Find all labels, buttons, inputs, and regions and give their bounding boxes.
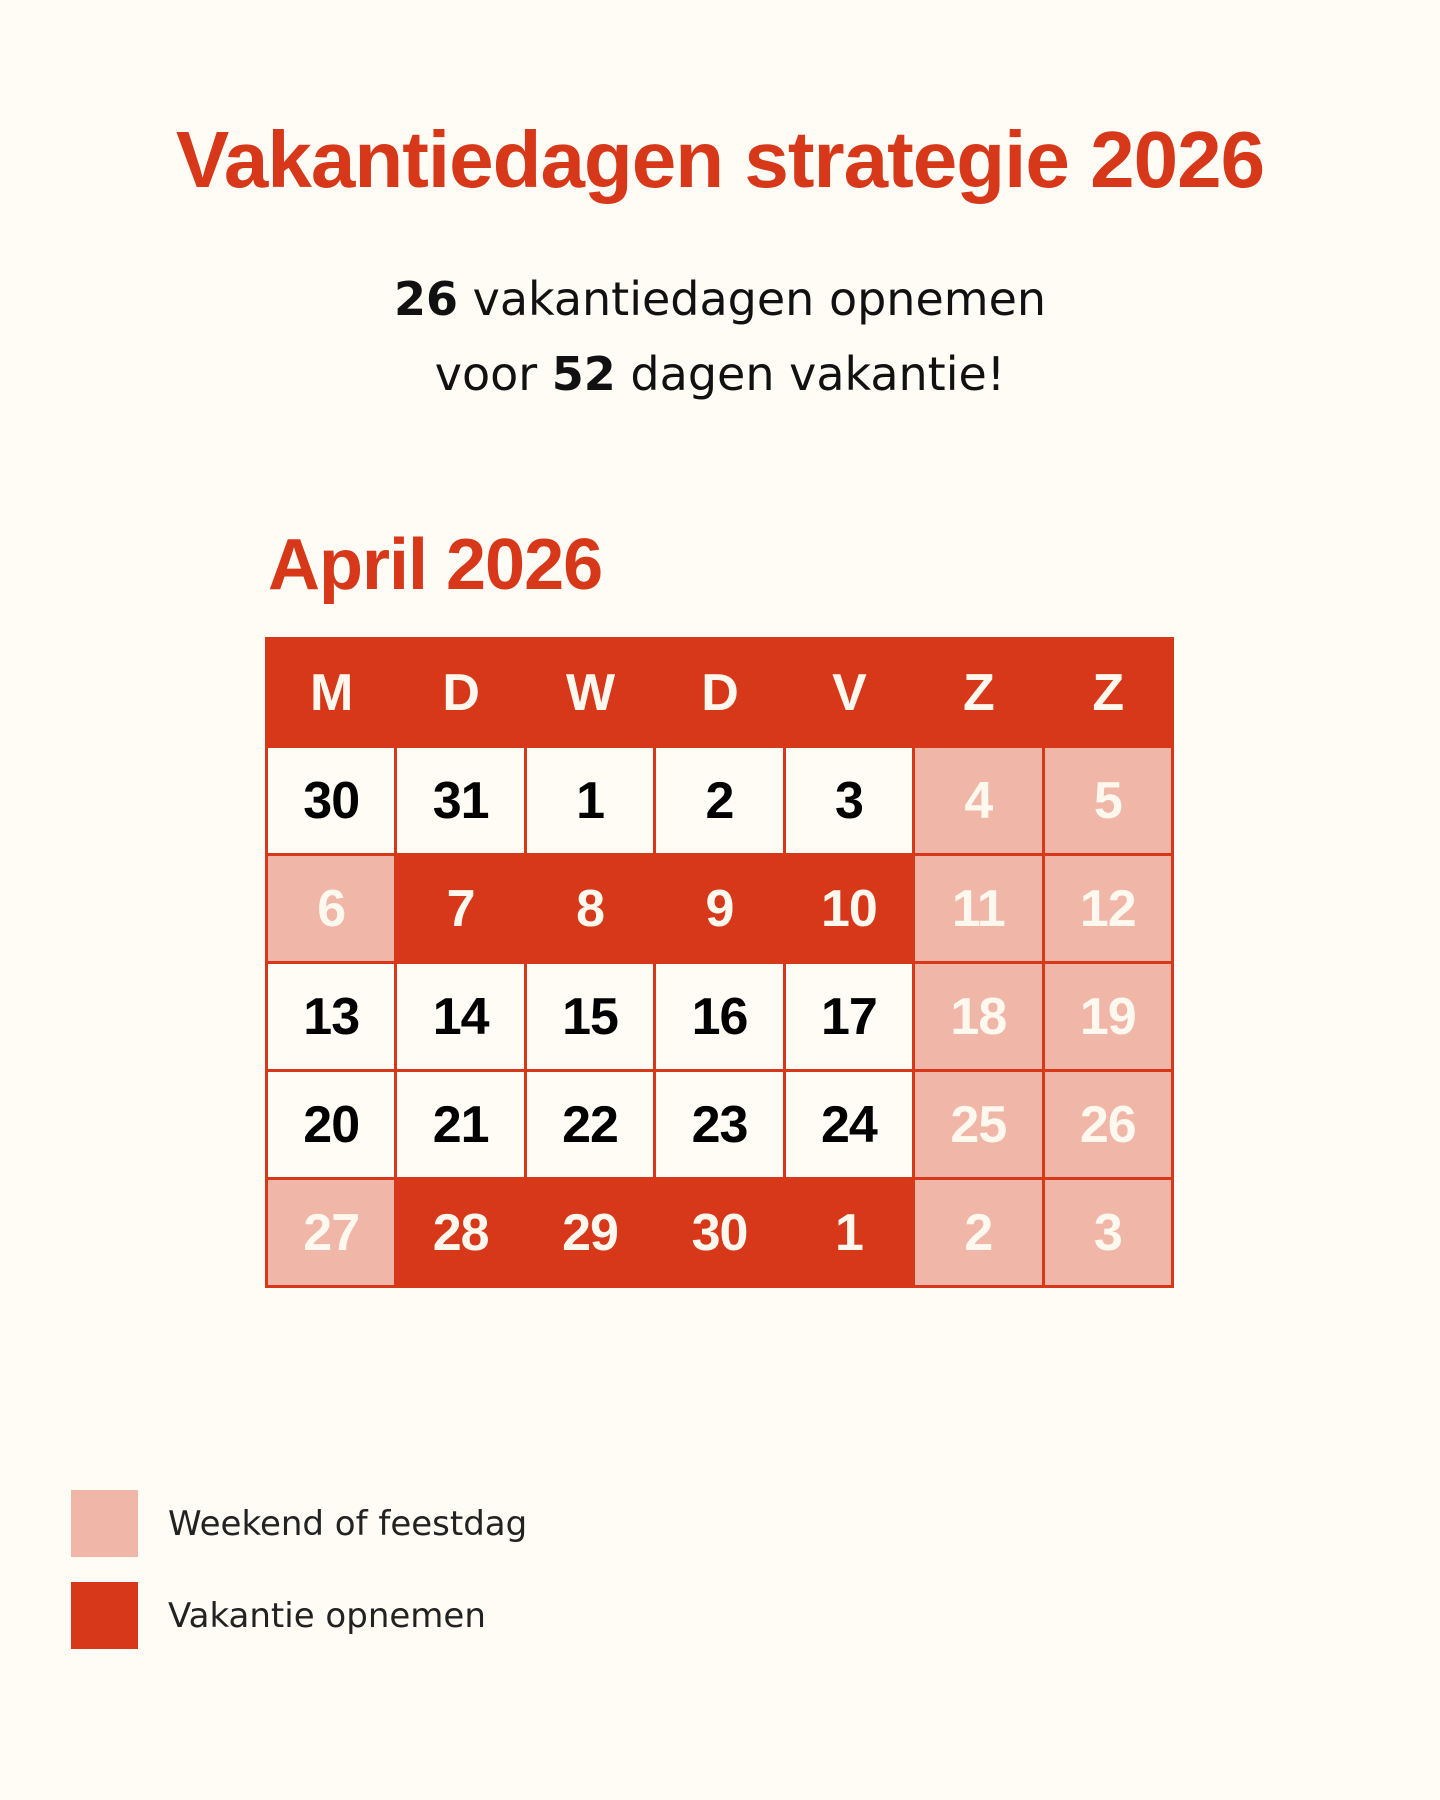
day-cell-workday: 22 [527, 1072, 653, 1177]
weekday-header: D [656, 640, 782, 745]
day-cell-weekend-holiday: 2 [915, 1180, 1041, 1285]
subtitle-line-2: voor 52 dagen vakantie! [434, 347, 1006, 401]
legend-vacation: Vakantie opnemen [71, 1582, 486, 1649]
day-cell-workday: 17 [786, 964, 912, 1069]
day-cell-weekend-holiday: 27 [268, 1180, 394, 1285]
day-cell-weekend-holiday: 18 [915, 964, 1041, 1069]
day-cell-workday: 3 [786, 748, 912, 853]
subtitle [0, 262, 1440, 412]
calendar-grid [265, 637, 1174, 1288]
day-cell-weekend-holiday: 11 [915, 856, 1041, 961]
weekday-header: Z [915, 640, 1041, 745]
day-cell-vacation: 7 [397, 856, 523, 961]
day-cell-workday: 23 [656, 1072, 782, 1177]
day-cell-weekend-holiday: 26 [1045, 1072, 1171, 1177]
legend-weekend: Weekend of feestdag [71, 1490, 527, 1557]
day-cell-vacation: 30 [656, 1180, 782, 1285]
day-cell-weekend-holiday: 6 [268, 856, 394, 961]
day-cell-workday: 24 [786, 1072, 912, 1177]
day-cell-vacation: 29 [527, 1180, 653, 1285]
day-cell-workday: 31 [397, 748, 523, 853]
month-heading: April 2026 [268, 525, 603, 605]
day-cell-workday: 21 [397, 1072, 523, 1177]
day-cell-workday: 1 [527, 748, 653, 853]
legend-swatch-vacation [71, 1582, 138, 1649]
day-cell-workday: 16 [656, 964, 782, 1069]
day-cell-weekend-holiday: 5 [1045, 748, 1171, 853]
day-cell-vacation: 28 [397, 1180, 523, 1285]
weekday-header: V [786, 640, 912, 745]
weekday-header: D [397, 640, 523, 745]
day-cell-workday: 2 [656, 748, 782, 853]
day-cell-vacation: 10 [786, 856, 912, 961]
day-cell-weekend-holiday: 25 [915, 1072, 1041, 1177]
day-cell-vacation: 1 [786, 1180, 912, 1285]
page-title: Vakantiedagen strategie 2026 [175, 115, 1265, 204]
day-cell-weekend-holiday: 3 [1045, 1180, 1171, 1285]
weekday-header: Z [1045, 640, 1171, 745]
day-cell-vacation: 8 [527, 856, 653, 961]
day-cell-workday: 15 [527, 964, 653, 1069]
day-cell-workday: 14 [397, 964, 523, 1069]
day-cell-weekend-holiday: 19 [1045, 964, 1171, 1069]
weekday-header: W [527, 640, 653, 745]
day-cell-vacation: 9 [656, 856, 782, 961]
day-cell-workday: 13 [268, 964, 394, 1069]
weekday-header: M [268, 640, 394, 745]
subtitle-line-1: 26 vakantiedagen opnemen [393, 272, 1047, 326]
day-cell-weekend-holiday: 4 [915, 748, 1041, 853]
legend-swatch-weekend [71, 1490, 138, 1557]
day-cell-weekend-holiday: 12 [1045, 856, 1171, 961]
day-cell-workday: 30 [268, 748, 394, 853]
day-cell-workday: 20 [268, 1072, 394, 1177]
